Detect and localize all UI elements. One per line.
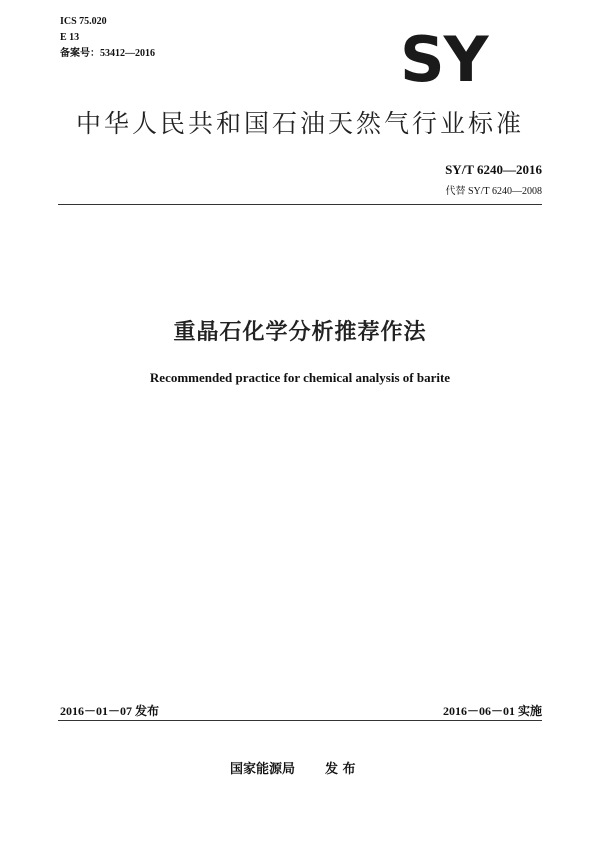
- bottom-divider: [58, 720, 542, 721]
- issuer-name: 国家能源局: [230, 762, 296, 777]
- standard-code: SY/T 6240—2016: [445, 162, 542, 177]
- top-divider: [58, 204, 542, 205]
- standard-organization-title: 中华人民共和国石油天然气行业标准: [75, 109, 524, 138]
- filing-number: 备案号：53412—2016: [60, 48, 155, 59]
- replaces-standard: 代替 SY/T 6240—2008: [445, 186, 542, 197]
- document-title-chinese: 重晶石化学分析推荐作法: [173, 320, 427, 345]
- classification-code: E 13: [60, 32, 80, 43]
- document-title-english: Recommended practice for chemical analysis of barite: [149, 370, 451, 385]
- issuer-action: 发 布: [325, 762, 356, 777]
- ics-code: ICS 75.020: [60, 16, 107, 27]
- publish-date: 2016－01－07 发布: [60, 704, 160, 718]
- sy-logo: SY: [400, 23, 488, 96]
- issuer-line: [230, 758, 356, 777]
- implement-date: 2016－06－01 实施: [442, 704, 542, 718]
